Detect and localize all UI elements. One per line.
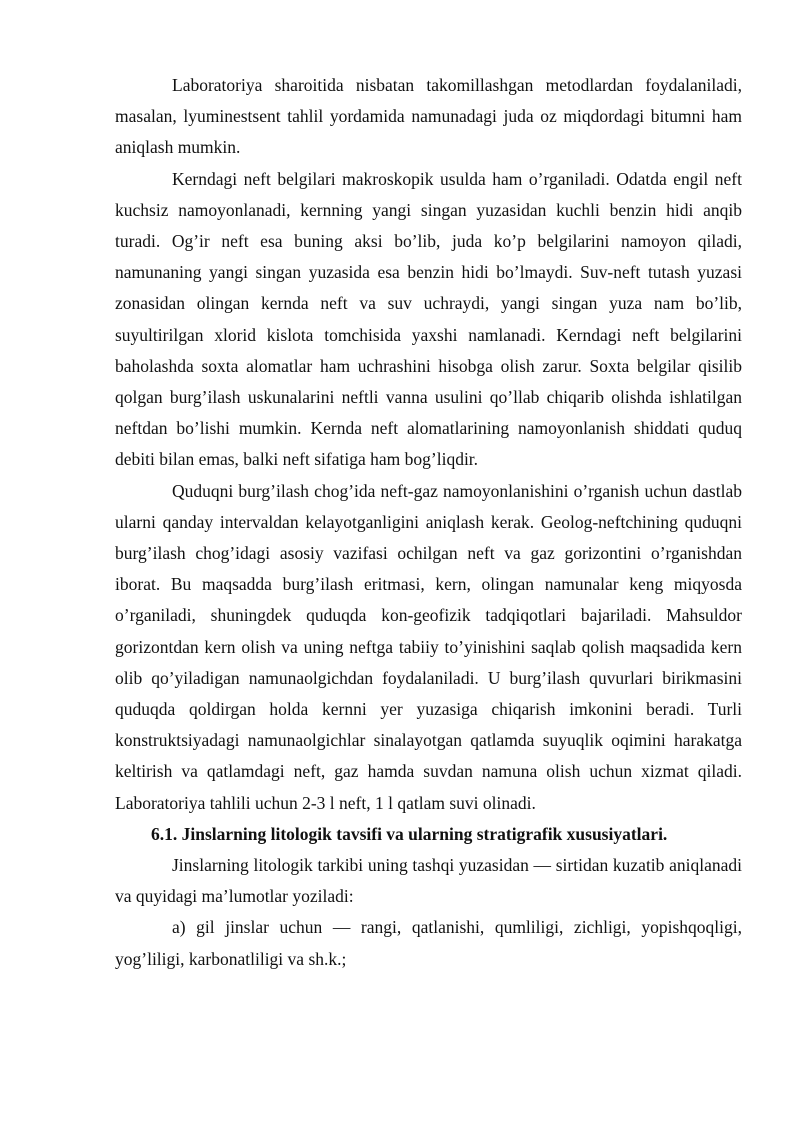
paragraph-core-oil-signs: Kerndagi neft belgilari makroskopik usulda ham o’rganiladi. Odatda engil neft kuchsiz namoyonlanadi, kernning yangi singan yuzasidan kuchli benzin hidi anqib turadi. Og’ir neft esa buning aksi bo’lib, juda ko’p belgilarini namoyon qiladi, namunaning yangi singan yuzasida esa benzin hidi bo’lmaydi. Suv-neft tutash yuzasi zonasidan olingan kernda neft va suv uchraydi, yangi singan yuza nam bo’lib, suyultirilgan xlorid kislota tomchisida yaxshi namlanadi. Kerndagi neft belgilarini baholashda soxta alomatlar ham uchrashini hisobga olish zarur. Soxta belgilar qisilib qolgan burg’ilash uskunalarini neftli vanna usulini qo’llab chiqarib olishda ishlatilgan neftdan bo’lishi mumkin. Kernda neft alomatlarining namoyonlanish shiddati quduq debiti bilan emas, balki neft sifatiga ham bog’liqdir.: [115, 168, 742, 470]
document-page: [115, 70, 742, 975]
paragraph-drilling-oil-gas: Quduqni burg’ilash chog’ida neft-gaz namoyonlanishini o’rganish uchun dastlab ularni qanday intervaldan kelayotganligini aniqlash kerak. Geolog-neftchining quduqni burg’ilash chog’idagi asosiy vazifasi ochilgan neft va gaz gorizontini o’rganishdan iborat. Bu maqsadda burg’ilash eritmasi, kern, olingan namunalar keng miqyosda o’rganiladi, shuningdek quduqda kon-geofizik tadqiqotlari bajariladi. Mahsuldor gorizontdan kern olish va uning neftga tabiiy to’yinishini saqlab qolish maqsadida kern olib qo’yiladigan namunaolgichdan foydalaniladi. U burg’ilash quvurlari birikmasini quduqda qoldirgan holda kernni yer yuzasiga chiqarish imkonini beradi. Turli konstruktsiyadagi namunaolgichlar sinalayotgan qatlamda suyuqlik oqimini harakatga keltirish va qatlamdagi neft, gaz hamda suvdan namuna olish uchun xizmat qiladi. Laboratoriya tahlili uchun 2-3 l neft, 1 l qatlam suvi olinadi.: [115, 480, 742, 813]
section-heading: 6.1. Jinslarning litologik tavsifi va ularning stratigrafik xususiyatlari.: [151, 823, 668, 844]
paragraph-lithology-intro: Jinslarning litologik tarkibi uning tashqi yuzasidan — sirtidan kuzatib aniqlanadi va quyidagi ma’lumotlar yoziladi:: [115, 855, 742, 907]
paragraph-laboratory-methods: Laboratoriya sharoitida nisbatan takomillashgan metodlardan foydalaniladi, masalan, lyuminestsent tahlil yordamida namunadagi juda oz miqdordagi bitumni ham aniqlash mumkin.: [115, 75, 742, 158]
paragraph-clay-rocks: a) gil jinslar uchun — rangi, qatlanishi, qumliligi, zichligi, yopishqoqligi, yog’liligi, karbonatliligi va sh.k.;: [115, 917, 742, 969]
